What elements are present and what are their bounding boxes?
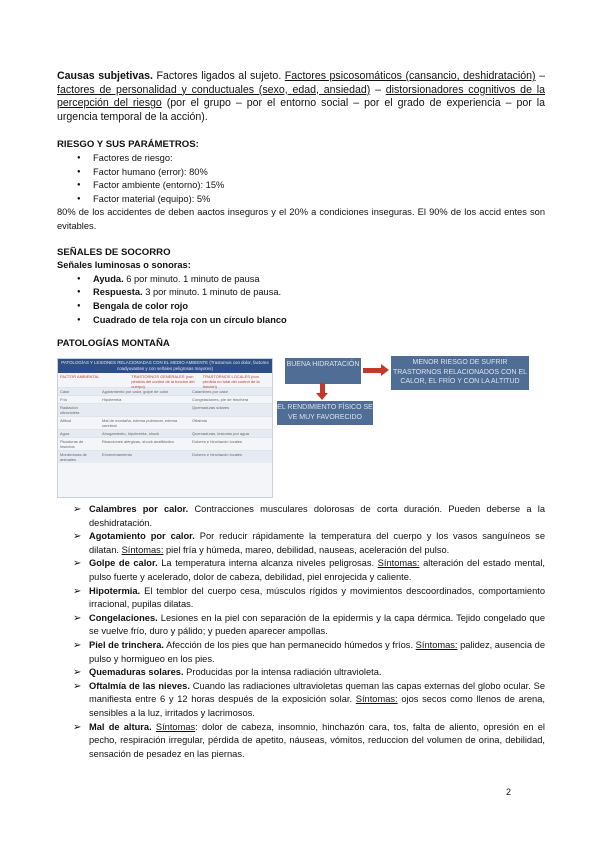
causas-paragraph [57, 70, 545, 124]
table-cell: Reacciones alérgicas, shock anafiláctico [102, 439, 174, 444]
causas-underline-2: factores de personalidad y conductuales (sexo, edad, ansiedad) [57, 83, 371, 96]
item-text: ojos secos como llenos de arena, sensibles a la luz, irritados y lacrimosos. [89, 694, 545, 718]
item-bold: Cuadrado de tela roja con un círculo blanco [93, 314, 287, 325]
item-text: Producidas por la intensa radiación ultravioleta. [183, 667, 382, 678]
item-underline: Síntomas: [355, 694, 398, 705]
item-text: : dolor de cabeza, insomnio, hinchazón cara, tos, falta de aliento, opresión en el pecho, respiración irregular, pérdida de apetito, náuseas, vómitos, reduccion del volumen de orina, debilidad, sensación de pesadez en las piernas. [89, 721, 545, 759]
table-row [58, 429, 272, 437]
list-item: ● Factores de riesgo: [93, 152, 545, 166]
item-bold: Oftalmía de las nieves. [89, 680, 190, 691]
item-bold: Calambres por calor. [89, 504, 189, 514]
patologias-list-container [57, 503, 545, 761]
table-cell: Dolores e hinchazón locales [192, 439, 243, 444]
table-cell: Hipotermia [102, 397, 122, 402]
table-cell: Agua [60, 431, 70, 436]
senales-subtitle: Señales luminosas o sonoras: [57, 260, 191, 271]
table-row [58, 437, 272, 450]
table-cell: Ahogamiento, hipotermia, shock [102, 431, 160, 436]
document-body [57, 70, 545, 351]
list-item: ● Factor material (equipo): 5% [93, 193, 545, 207]
item-text: Afección de los pies que han permanecido húmedos y fríos. [164, 639, 416, 650]
list-item [93, 300, 545, 314]
table-cell: Envenenamiento [102, 452, 133, 457]
riesgo-note: 80% de los accidentes de deben aactos inseguros y el 20% a condiciones inseguras. El 90% de los accid entes son evitables. [57, 207, 545, 231]
table-cell: Picaduras de insectos [60, 439, 84, 449]
item-text: 6 por minuto. 1 minuto de pausa [123, 273, 260, 284]
list-item [93, 273, 545, 287]
list-item [89, 557, 545, 584]
item-underline: Síntomas: [377, 558, 420, 569]
table-cell: Mordeduras de animales [60, 452, 87, 462]
table-cell: Quemaduras, lesiones por agua [192, 431, 249, 436]
table-cell: Radiación ultravioleta [60, 405, 80, 415]
table-cell: Altitud [60, 418, 72, 423]
page-number: 2 [506, 787, 512, 797]
item-text: La temperatura interna alcanza niveles peligrosas. [157, 558, 378, 569]
item-text: El temblor del cuerpo cesa, músculos rígidos y movimientos descoordinados, comportamiento irracional, pupilas dilatas. [89, 585, 545, 610]
flow-box-hidratacion: BUENA HIDRATACIÓN [285, 358, 361, 384]
item-underline: Síntomas [155, 721, 196, 732]
causas-sep: – [370, 83, 386, 96]
causas-underline-3: distorsionadores cognitivos de la percepción del riesgo [57, 83, 546, 110]
table-row [58, 403, 272, 416]
table-header: PATOLOGÍAS Y LESIONES RELACIONADAS CON EL MEDIO AMBIENTE (Trastornos con dolor, factores coadyuvantes y con señales peligrosas mayores) [58, 359, 272, 373]
table-cell: Agotamiento por calor, golpe de calor [102, 389, 169, 394]
item-underline: Síntomas: [415, 639, 458, 650]
causas-underline-1: Factores psicosomáticos (cansancio, deshidratación) [284, 70, 536, 82]
arrow-down-icon [316, 393, 328, 400]
table-cell: Frío [60, 397, 68, 402]
item-text: 3 por minuto. 1 minuto de pausa. [142, 287, 282, 298]
table-row [58, 416, 272, 429]
list-item [89, 612, 545, 639]
riesgo-title: RIESGO Y SUS PARÁMETROS: [57, 139, 199, 151]
causas-text-2: (por el grupo – por el entorno social – por el grado de experiencia – por la urgencia temporal de la acción). [57, 97, 546, 123]
item-bold: Golpe de calor. [89, 558, 158, 569]
table-cell: Calor [60, 389, 70, 394]
table-cell: Dolores e hinchazón locales [192, 452, 243, 457]
item-bold: Quemaduras solares. [89, 667, 184, 678]
list-item [93, 314, 545, 328]
senales-list [57, 273, 545, 327]
causas-text: Factores ligados al sujeto. [152, 70, 285, 82]
list-item [89, 530, 545, 557]
table-col: TRASTORNOS LOCALES (con pérdida no total del control de la función) [202, 374, 260, 389]
list-item [89, 585, 545, 612]
table-body [58, 387, 272, 463]
table-col: TRASTORNOS GENERALES (con pérdida del control de la función del cuerpo) [131, 374, 195, 389]
list-item [89, 721, 545, 762]
table-row [58, 450, 272, 463]
table-cell: Quemaduras solares [192, 405, 230, 410]
arrow-right-icon [363, 368, 383, 373]
patologias-table [57, 358, 273, 498]
item-bold: Mal de altura. [89, 721, 152, 732]
item-underline: Síntomas: [121, 544, 164, 555]
item-bold: Hipotermia. [89, 585, 141, 596]
causas-sep: – [535, 70, 546, 82]
table-cell: Mal de montaña, edema pulmonar, edema cerebral [102, 418, 178, 428]
item-text: Lesiones en la piel con separación de la epidermis y la capa dérmica. Tejido congelado que se vuelve frío, duro y pálido; y pueden aparecer ampollas. [89, 612, 545, 637]
item-bold: Ayuda. [93, 273, 124, 284]
patologias-title: PATOLOGÍAS MONTAÑA [57, 338, 170, 350]
item-bold: Agotamiento por calor. [89, 531, 195, 542]
item-text: palidez, ausencia de pulso y hormigueo en los pies. [89, 639, 545, 664]
list-item: ● Factor humano (error): 80% [93, 166, 545, 180]
arrow-right-icon [381, 364, 389, 376]
list-item [89, 666, 545, 680]
table-cell [100, 404, 190, 416]
item-bold: Bengala de color rojo [93, 300, 189, 311]
table-cell: Calambres por calor [192, 389, 229, 394]
causas-label: Causas subjetivas. [57, 70, 153, 82]
item-text: piel fría y húmeda, mareo, debilidad, nauseas, aceleración del pulso. [163, 544, 450, 555]
item-bold: Respuesta. [93, 287, 143, 298]
item-text: Por reducir rápidamente la temperatura del cuerpo y los vasos sanguíneos se dilatan. [89, 531, 545, 555]
patologias-list [57, 503, 545, 761]
item-text: alteración del estado mental, pulso fuerte y acelerado, dolor de cabeza, debilidad, piel enrojecida y caliente. [89, 558, 545, 582]
senales-title: SEÑALES DE SOCORRO [57, 246, 171, 258]
table-cell: Oftalmia [192, 418, 207, 423]
table-row [58, 395, 272, 403]
flow-box-menor-riesgo: MENOR RIESGO DE SUFRIR TRASTORNOS RELACIONADOS CON EL CALOR, EL FRÍO Y CON LA ALTITUD [391, 356, 529, 390]
item-bold: Congelaciones. [89, 612, 158, 623]
item-text: Cuando las radiaciones ultravioletas queman las capas externas del globo ocular. Se manifiesta entre 6 y 12 horas después de la exposición solar. [89, 680, 545, 705]
table-col-headers [58, 373, 272, 387]
list-item: ● Factor ambiente (entorno): 15% [93, 179, 545, 193]
list-item [89, 503, 545, 530]
table-row [58, 387, 272, 395]
list-item [89, 680, 545, 721]
item-bold: Piel de trinchera. [89, 639, 165, 650]
list-item [89, 639, 545, 666]
item-text: Contracciones musculares dolorosas de corta duración. Pueden deberse a la deshidratación. [89, 504, 545, 528]
list-item [93, 286, 545, 300]
flow-box-rendimiento: EL RENDIMIENTO FÍSICO SE VE MUY FAVORECIDO [277, 401, 373, 425]
table-cell: Congelaciones, pie de trinchera [192, 397, 249, 402]
table-col: FACTOR AMBIENTAL [60, 374, 100, 379]
riesgo-list [57, 152, 545, 206]
